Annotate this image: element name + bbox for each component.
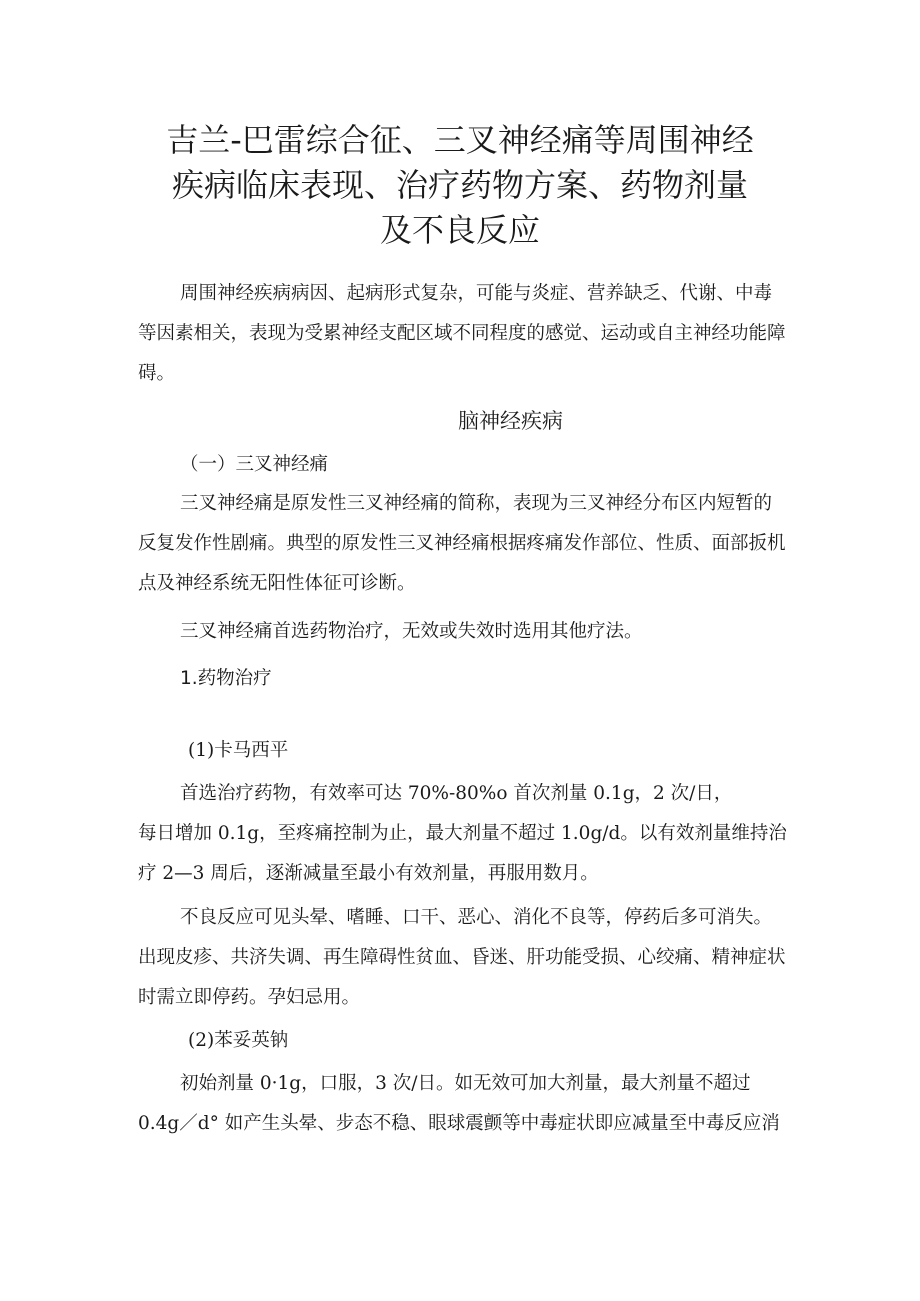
- treatment-paragraph: [138, 612, 786, 652]
- subsection-heading: （一）三叉神经痛: [180, 454, 329, 475]
- document-title: [150, 118, 770, 253]
- drug-2-heading: (2)苯妥英钠: [188, 1030, 289, 1051]
- paragraph-line: 疗 2—3 周后，逐渐减量至最小有效剂量，再服用数月。: [138, 863, 599, 884]
- paragraph-line: 反复发作性剧痛。典型的原发性三叉神经痛根据疼痛发作部位、性质、面部扳机: [138, 533, 786, 554]
- title-line: 疾病临床表现、治疗药物方案、药物剂量: [171, 166, 748, 204]
- drug-1-heading: (1)卡马西平: [188, 740, 289, 761]
- paragraph-line: 点及神经系统无阳性体征可诊断。: [138, 573, 416, 594]
- title-line: 及不良反应: [379, 211, 540, 249]
- paragraph-line: 时需立即停药。孕妇忌用。: [138, 987, 361, 1008]
- trigeminal-description: [138, 484, 786, 604]
- drug-2-dose-paragraph: [138, 1064, 786, 1144]
- paragraph-line: 首选治疗药物，有效率可达 70%-80%o 首次剂量 0.1g，2 次/日，: [180, 783, 733, 804]
- paragraph-line: 等因素相关，表现为受累神经支配区域不同程度的感觉、运动或自主神经功能障: [138, 323, 786, 344]
- title-line: 吉兰-巴雷综合征、三叉神经痛等周围神经: [166, 121, 754, 159]
- paragraph-line: 不良反应可见头晕、嗜睡、口干、恶心、消化不良等，停药后多可消失。: [180, 907, 773, 928]
- paragraph-line: 出现皮疹、共济失调、再生障碍性贫血、昏迷、肝功能受损、心绞痛、精神症状: [138, 947, 786, 968]
- section-heading: 脑神经疾病: [458, 409, 563, 433]
- intro-paragraph: [138, 274, 786, 394]
- paragraph-line: 三叉神经痛首选药物治疗，无效或失效时选用其他疗法。: [180, 621, 643, 642]
- drug-1-adverse-paragraph: [138, 898, 786, 1018]
- drug-1-dose-paragraph: [138, 774, 786, 894]
- paragraph-line: 周围神经疾病病因、起病形式复杂，可能与炎症、营养缺乏、代谢、中毒: [180, 283, 773, 304]
- paragraph-line: 三叉神经痛是原发性三叉神经痛的简称，表现为三叉神经分布区内短暂的: [180, 493, 773, 514]
- paragraph-line: 0.4g／d° 如产生头晕、步态不稳、眼球震颤等中毒症状即应减量至中毒反应消: [138, 1113, 780, 1134]
- drug-therapy-heading: 1.药物治疗: [180, 668, 272, 689]
- paragraph-line: 初始剂量 0·1g，口服，3 次/日。如无效可加大剂量，最大剂量不超过: [180, 1073, 751, 1094]
- paragraph-line: 每日增加 0.1g，至疼痛控制为止，最大剂量不超过 1.0g/d。以有效剂量维持治: [138, 823, 787, 844]
- paragraph-line: 碍。: [138, 363, 176, 384]
